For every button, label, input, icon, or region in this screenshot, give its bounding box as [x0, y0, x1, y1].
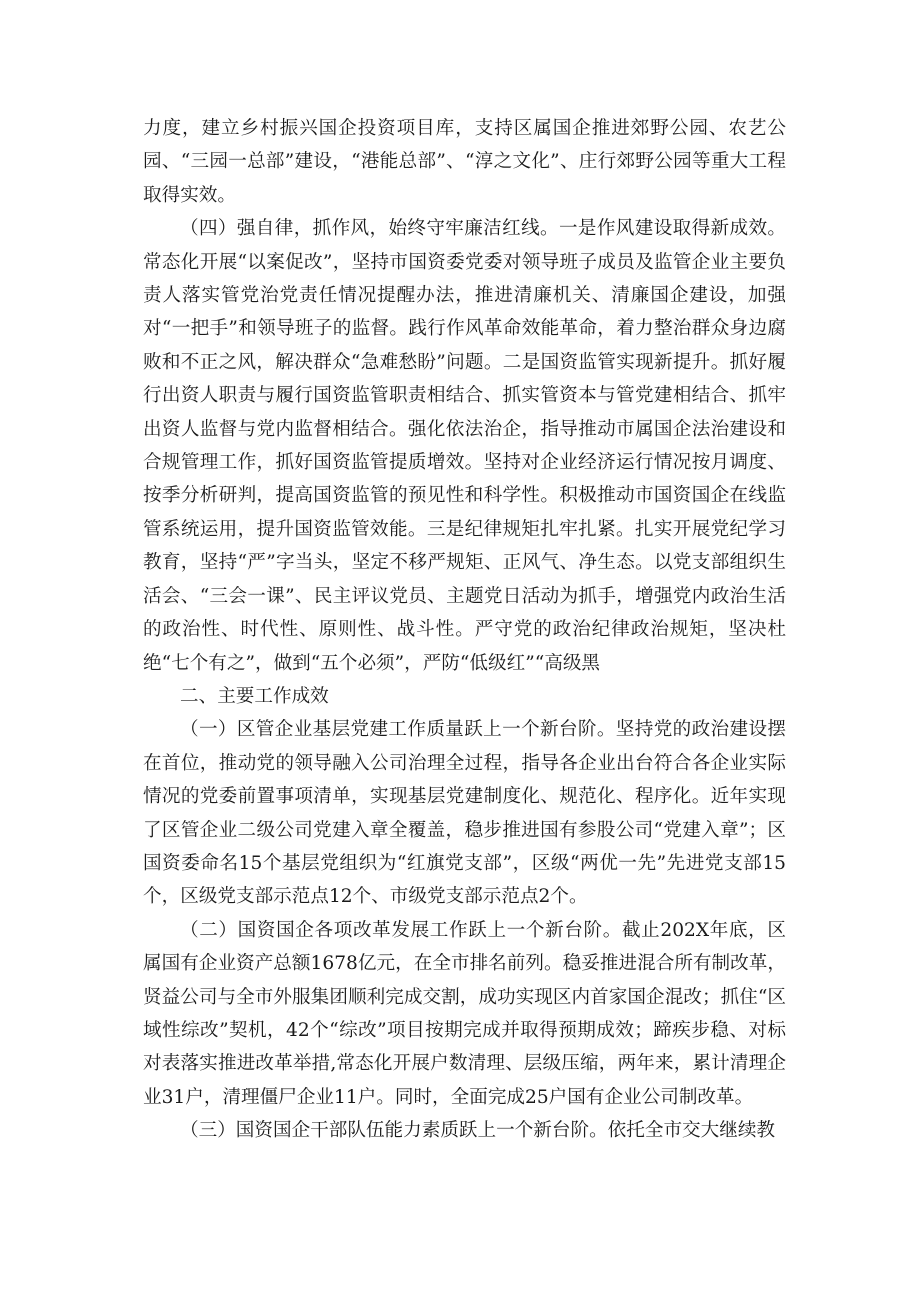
- paragraph-result-three: （三）国资国企干部队伍能力素质跃上一个新台阶。依托全市交大继续教: [180, 1120, 776, 1142]
- paragraph-section-four: （四）强自律，抓作风，始终守牢廉洁红线。一是作风建设取得新成效。常态化开展“以案促改”，坚持市国资委党委对领导班子成员及监管企业主要负责人落实管党治党责任情况提醒办法，推进清廉机关、清廉国企建设，加强对“一把手”和领导班子的监督。践行作风革命效能革命，着力整治群众身边腐败和不正之风，解决群众“急难愁盼”问题。二是国资监管实现新提升。抓好履行出资人职责与履行国资监管职责相结合、抓实管资本与管党建相结合、抓牢出资人监督与党内监督相结合。强化依法治企，指导推动市属国企法治建设和合规管理工作，抓好国资监管提质增效。坚持对企业经济运行情况按月调度、按季分析研判，提高国资监管的预见性和科学性。积极推动市国资国企在线监管系统运用，提升国资监管效能。三是纪律规矩扎牢扎紧。扎实开展党纪学习教育，坚持“严”字当头，坚定不移严规矩、正风气、净生态。以党支部组织生活会、“三会一课”、民主评议党员、主题党日活动为抓手，增强党内政治生活的政治性、时代性、原则性、战斗性。严守党的政治纪律政治规矩，坚决杜绝“七个有之”，做到“五个必须”，严防“低级红”“高级黑: [143, 218, 786, 674]
- section-heading-main-results: 二、主要工作成效: [180, 685, 329, 707]
- paragraph-continuation: 力度，建立乡村振兴国企投资项目库，支持区属国企推进郊野公园、农艺公园、“三园一总部”建设，“港能总部”、“淳之文化”、庄行郊野公园等重大工程取得实效。: [143, 118, 786, 206]
- paragraph-result-two: （二）国资国企各项改革发展工作跃上一个新台阶。截止202X年底，区属国有企业资产总额1678亿元，在全市排名前列。稳妥推进混合所有制改革，贤益公司与全市外服集团顺利完成交割，成功实现区内首家国企混改；抓住“区域性综改”契机，42个“综改”项目按期完成并取得预期成效；蹄疾步稳、对标对表落实推进改革举措,常态化开展户数清理、层级压缩，两年来，累计清理企业31户，清理僵尸企业11户。同时，全面完成25户国有企业公司制改革。: [143, 919, 786, 1108]
- document-body: [143, 112, 786, 1148]
- paragraph-result-one: （一）区管企业基层党建工作质量跃上一个新台阶。坚持党的政治建设摆在首位，推动党的领导融入公司治理全过程，指导各企业出台符合各企业实际情况的党委前置事项清单，实现基层党建制度化、规范化、程序化。近年实现了区管企业二级公司党建入章全覆盖，稳步推进国有参股公司“党建入章”；区国资委命名15个基层党组织为“红旗党支部”，区级“两优一先”先进党支部15个，区级党支部示范点12个、市级党支部示范点2个。: [143, 719, 786, 908]
